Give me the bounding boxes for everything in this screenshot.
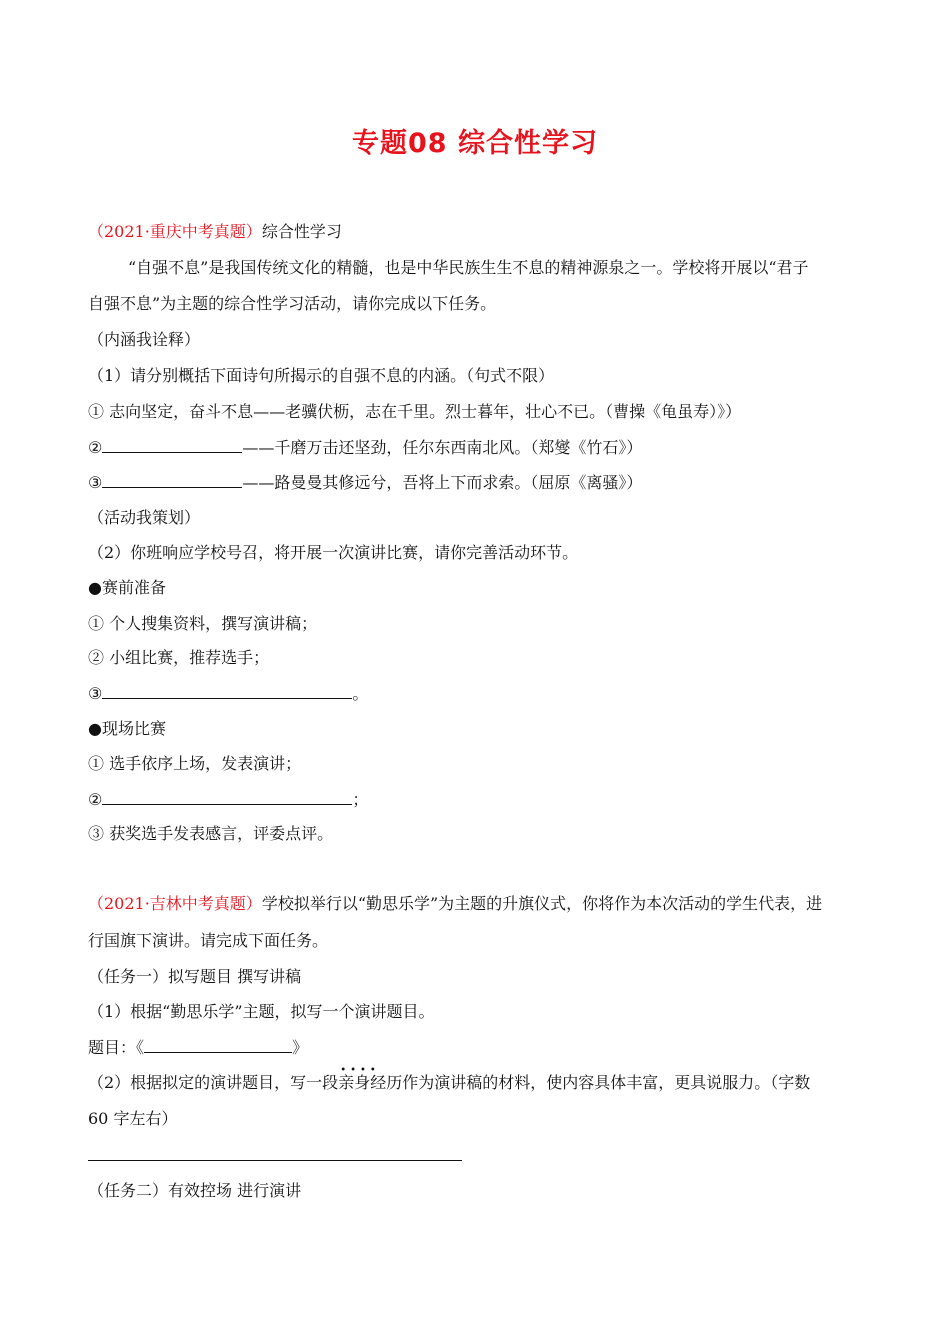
- q1-item-2-blank[interactable]: [102, 437, 242, 453]
- q1-prep-3: [88, 683, 368, 704]
- q2-title-line: [88, 1037, 308, 1058]
- q2-section-a: （任务一）拟写题目 撰写讲稿: [88, 967, 302, 986]
- q1-prep-2: ② 小组比赛，推荐选手；: [88, 648, 270, 667]
- q2-task-2-before: （2）根据拟定的演讲题目，写一段: [88, 1073, 339, 1092]
- q1-source: （2021·重庆中考真题）: [88, 222, 262, 241]
- q1-task-2: （2）你班响应学校号召，将开展一次演讲比赛，请你完善活动环节。: [88, 543, 579, 562]
- q2-intro-line-1: [88, 894, 822, 914]
- q2-section-b: （任务二）有效控场 进行演讲: [88, 1181, 302, 1200]
- q1-intro-line-1: “自强不息”是我国传统文化的精髓，也是中华民族生生不息的精神源泉之一。学校将开展以“君子: [128, 258, 809, 277]
- q2-task-2-emphasis: •••• 亲身经历: [338, 1073, 402, 1093]
- q2-intro-line-2: 行国旗下演讲。请完成下面任务。: [88, 931, 329, 950]
- q1-live-2-end: ；: [352, 790, 369, 809]
- q1-live-title: ●现场比赛: [88, 719, 166, 738]
- q1-prep-1: ① 个人搜集资料，撰写演讲稿；: [88, 614, 318, 633]
- q1-item-2-mark: ②: [88, 438, 103, 457]
- q1-prep-title: ●赛前准备: [88, 578, 166, 597]
- q1-item-3-blank[interactable]: [102, 472, 242, 488]
- page-title: 专题08 综合性学习: [352, 128, 598, 159]
- q1-task-1: （1）请分别概括下面诗句所揭示的自强不息的内涵。（句式不限）: [88, 366, 555, 385]
- q1-prep-3-blank[interactable]: [102, 683, 352, 699]
- q2-title-label: 题目：《: [88, 1038, 145, 1057]
- q1-section-a: （内涵我诠释）: [88, 330, 201, 349]
- q1-header: [88, 222, 342, 242]
- q1-prep-3-mark: ③: [88, 684, 103, 703]
- q2-source: （2021·吉林中考真题）: [88, 894, 262, 913]
- q1-heading: 综合性学习: [261, 222, 342, 241]
- q1-item-2: [88, 437, 642, 458]
- q1-item-2-text: ——千磨万击还坚劲，任尔东西南北风。（郑燮《竹石》）: [242, 438, 643, 457]
- q2-intro-1: 学校拟举行以“勤思乐学”为主题的升旗仪式，你将作为本次活动的学生代表，进: [261, 894, 823, 913]
- q2-task-2: [88, 1073, 810, 1093]
- q2-task-1: （1）根据“勤思乐学”主题，拟写一个演讲题目。: [88, 1002, 435, 1021]
- q1-prep-3-end: 。: [352, 684, 369, 703]
- q1-section-b: （活动我策划）: [88, 508, 201, 527]
- q1-live-3: ③ 获奖选手发表感言，评委点评。: [88, 824, 334, 843]
- q1-live-2-blank[interactable]: [102, 789, 352, 805]
- q1-item-1: ① 志向坚定，奋斗不息——老骥伏枥，志在千里。烈士暮年，壮心不已。（曹操《龟虽寿）》）: [88, 402, 742, 421]
- q1-live-1: ① 选手依序上场，发表演讲；: [88, 754, 302, 773]
- q1-item-3-mark: ③: [88, 473, 103, 492]
- q1-live-2-mark: ②: [88, 790, 103, 809]
- q1-intro-line-2: 自强不息”为主题的综合性学习活动，请你完成以下任务。: [88, 294, 497, 313]
- q2-task-2-after: 作为演讲稿的材料，使内容具体丰富，更具说服力。（字数: [402, 1073, 811, 1092]
- q2-task-2-line-2: 60 字左右）: [88, 1109, 178, 1128]
- q1-item-3-text: ——路曼曼其修远兮，吾将上下而求索。（屈原《离骚》）: [242, 473, 643, 492]
- q2-title-blank[interactable]: [144, 1037, 292, 1053]
- q2-answer-line[interactable]: [88, 1160, 462, 1161]
- q2-title-close: 》: [292, 1038, 309, 1057]
- q1-live-2: [88, 789, 368, 810]
- q1-item-3: [88, 472, 642, 493]
